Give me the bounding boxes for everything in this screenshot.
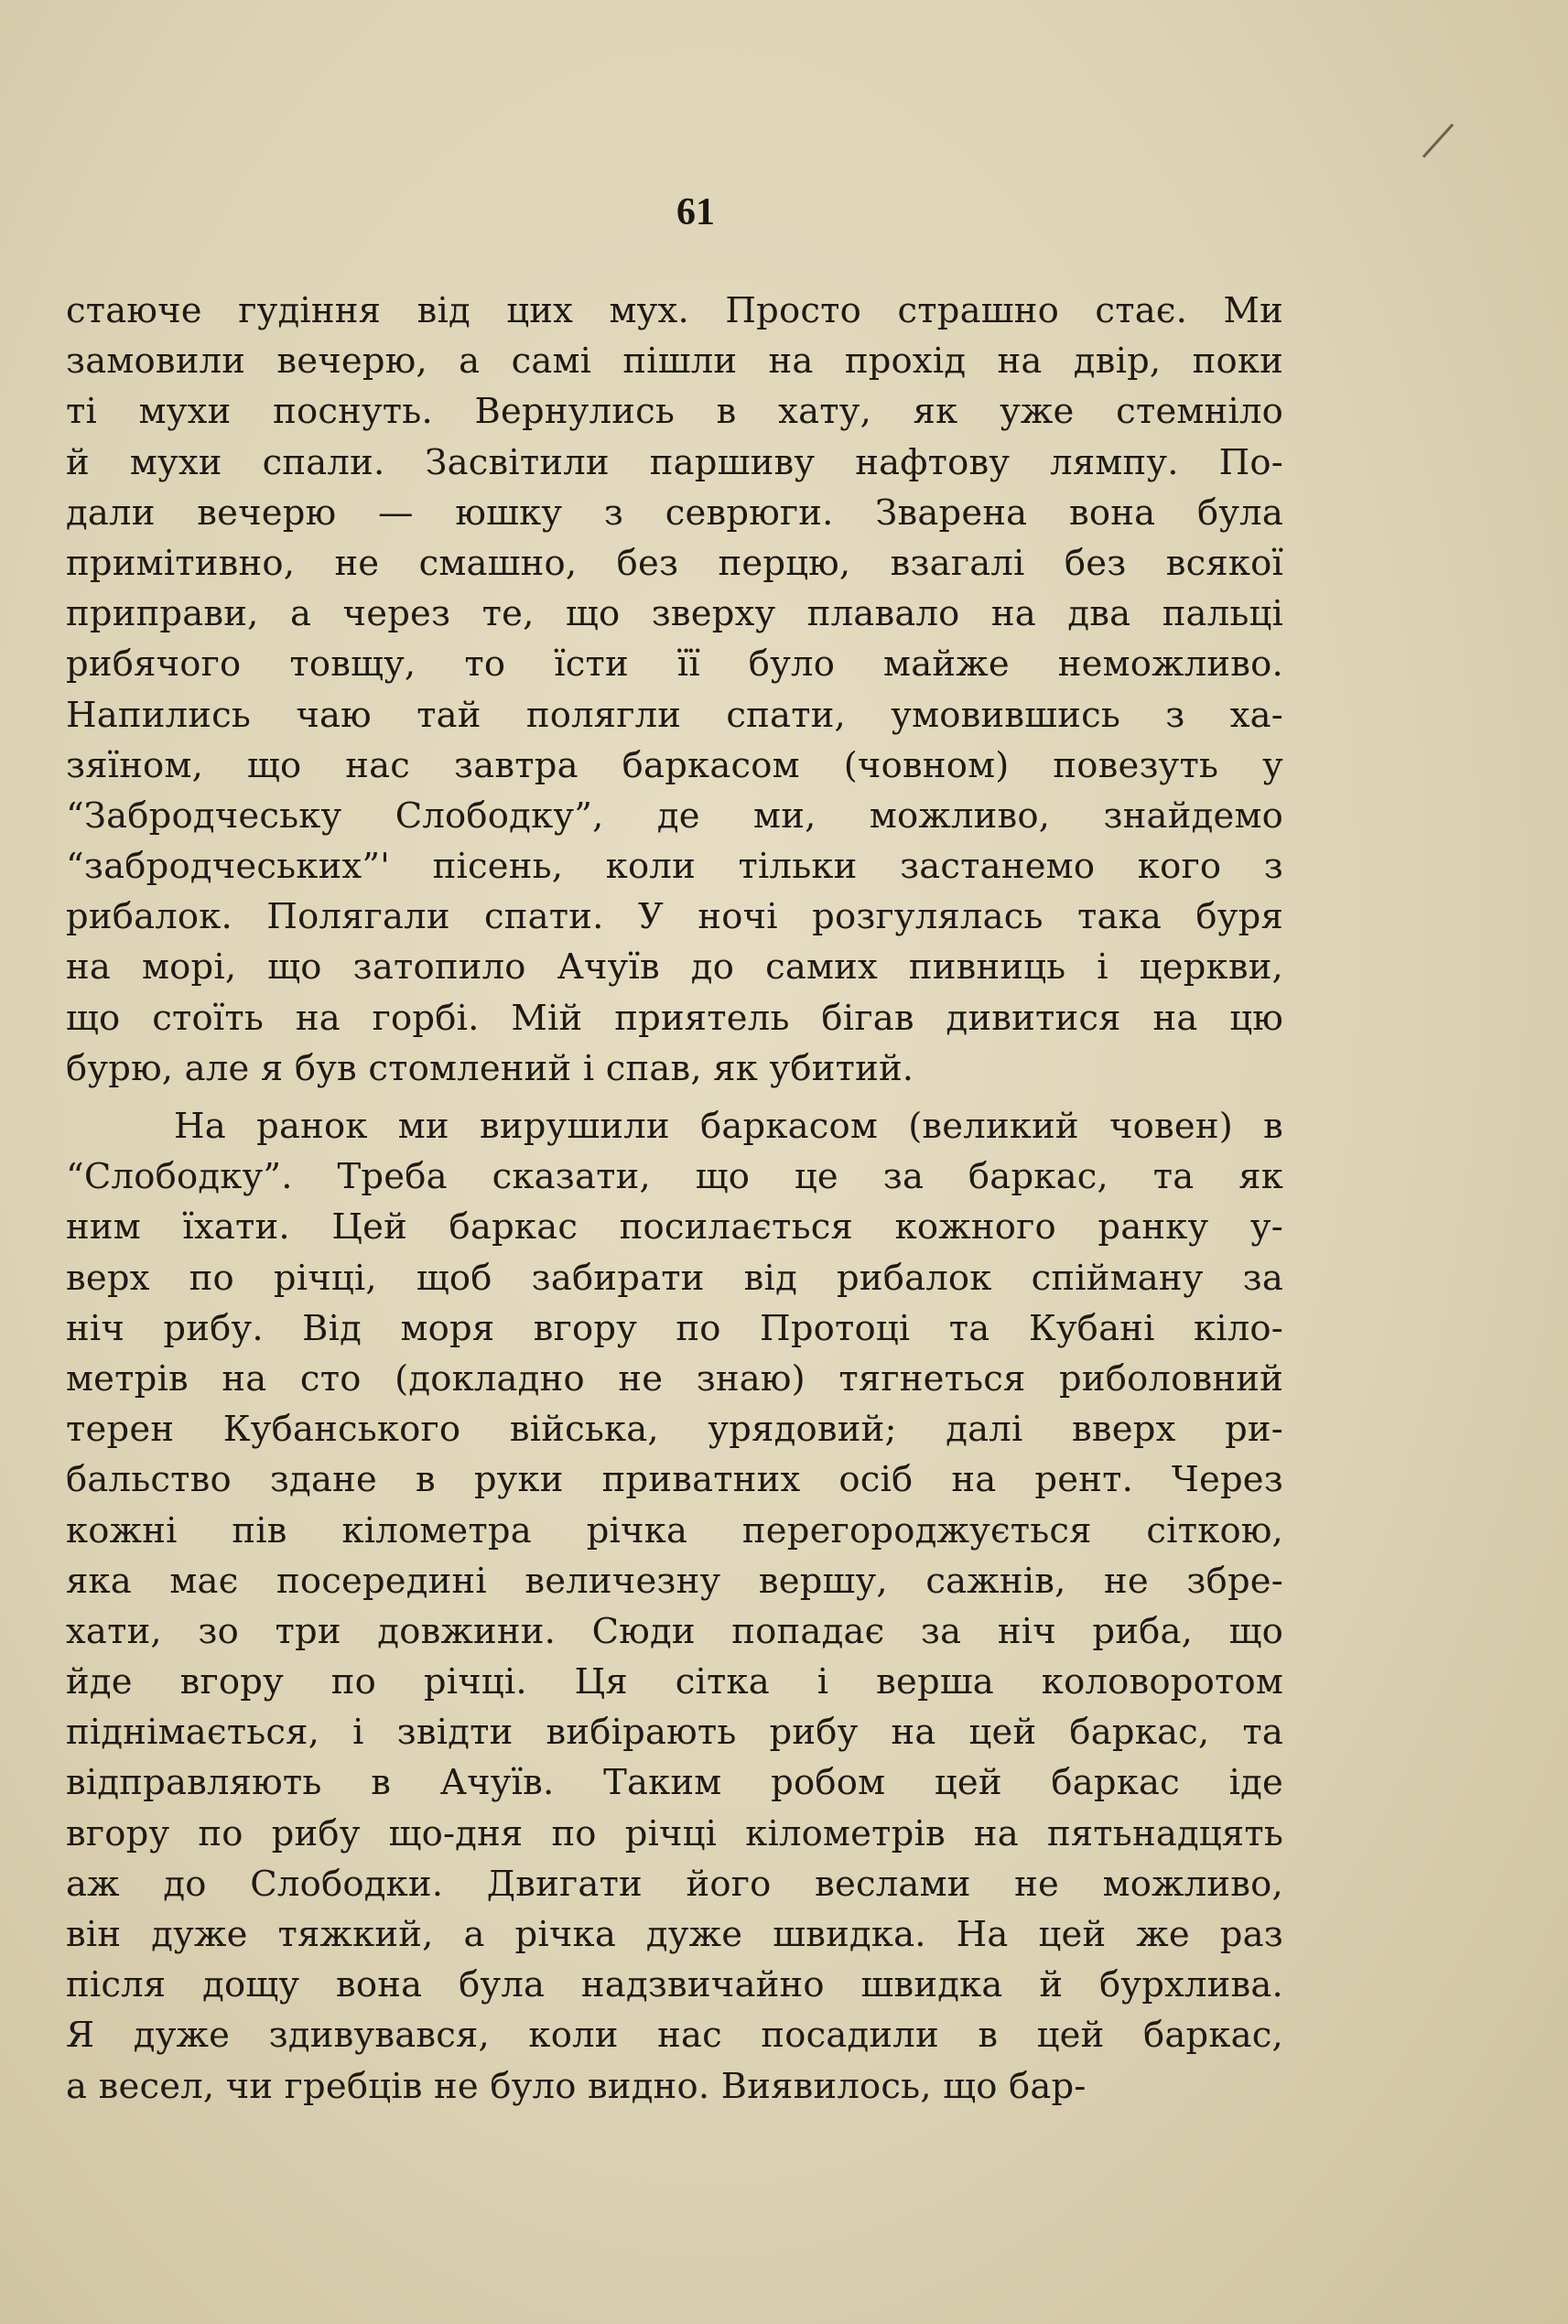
text-line: зяїном, що нас завтра баркасом (човном) повезуть у — [66, 744, 1283, 786]
text-line: вгору по рибу що-дня по річці кілометрів на пятьнадцять — [66, 1812, 1283, 1854]
paragraph — [66, 1101, 1283, 2112]
paragraph — [66, 286, 1283, 1094]
text-line: хати, зо три довжини. Сюди попадає за ніч риба, що — [66, 1610, 1283, 1652]
text-line: “Слободку”. Треба сказати, що це за баркас, та як — [66, 1156, 1283, 1198]
text-line: Напились чаю тай полягли спати, умовившись з ха- — [66, 694, 1283, 736]
text-line: кожні пів кілометра річка перегороджується сіткою, — [66, 1509, 1283, 1551]
text-line: верх по річці, щоб забирати від рибалок спійману за — [66, 1257, 1283, 1299]
text-line: рибячого товщу, то їсти її було майже неможливо. — [66, 643, 1283, 686]
text-line: на морі, що затопило Ачуїв до самих пивниць і церкви, — [66, 946, 1283, 989]
text-line: “Забродчеську Слободку”, де ми, можливо, знайдемо — [66, 794, 1283, 837]
text-line: йде вгору по річці. Ця сітка і верша коловоротом — [66, 1661, 1283, 1703]
text-line: замовили вечерю, а самі пішли на прохід на двір, поки — [66, 340, 1283, 383]
text-line: ніч рибу. Від моря вгору по Протоці та Кубані кіло- — [66, 1307, 1283, 1349]
page-body-text — [66, 286, 1283, 2112]
text-line: після дощу вона була надзвичайно швидка й бурхлива. — [66, 1964, 1283, 2006]
text-line: дали вечерю — юшку з севрюги. Зварена вона була — [66, 492, 1283, 534]
paragraph-gap — [66, 1094, 1283, 1101]
text-line: він дуже тяжкий, а річка дуже швидка. На цей же раз — [66, 1914, 1283, 1955]
text-line: аж до Слободки. Двигати його веслами не можливо, — [66, 1863, 1283, 1905]
text-line: На ранок ми вирушили баркасом (великий човен) в — [174, 1106, 1283, 1147]
text-line: бурю, але я був стомлений і спав, як убитий. — [66, 1047, 914, 1089]
text-line: піднімається, і звідти вибірають рибу на цей баркас, та — [66, 1712, 1283, 1754]
text-line: приправи, а через те, що зверху плавало на два пальці — [66, 593, 1283, 635]
text-line: метрів на сто (докладно не знаю) тягнеться риболовний — [66, 1357, 1283, 1400]
text-line: відправляють в Ачуїв. Таким робом цей баркас іде — [66, 1762, 1283, 1804]
text-line: “забродчеських”' пісень, коли тільки застанемо кого з — [66, 846, 1283, 888]
page-scratch-mark — [1422, 124, 1454, 158]
text-line: стаюче гудіння від цих мух. Просто страшно стає. Ми — [66, 290, 1283, 331]
page-number: 61 — [676, 191, 715, 233]
text-line: ті мухи поснуть. Вернулись в хату, як уже стемніло — [66, 391, 1283, 433]
text-line: рибалок. Полягали спати. У ночі розгулялась така буря — [66, 896, 1283, 938]
text-line: яка має посередині величезну вершу, сажнів, не збре- — [66, 1560, 1283, 1602]
text-line: й мухи спали. Засвітили паршиву нафтову лямпу. По- — [66, 441, 1283, 483]
text-line: а весел, чи гребців не було видно. Виявилось, що бар- — [66, 2065, 1087, 2107]
text-line: ним їхати. Цей баркас посилається кожного ранку у- — [66, 1206, 1283, 1248]
text-line: Я дуже здивувався, коли нас посадили в цей баркас, — [66, 2015, 1283, 2057]
text-line: що стоїть на горбі. Мій приятель бігав дивитися на цю — [66, 997, 1283, 1039]
text-line: бальство здане в руки приватних осіб на рент. Через — [66, 1459, 1283, 1501]
text-line: терен Кубанського війська, урядовий; далі вверх ри- — [66, 1409, 1283, 1451]
text-line: примітивно, не смашно, без перцю, взагалі без всякої — [66, 542, 1283, 584]
